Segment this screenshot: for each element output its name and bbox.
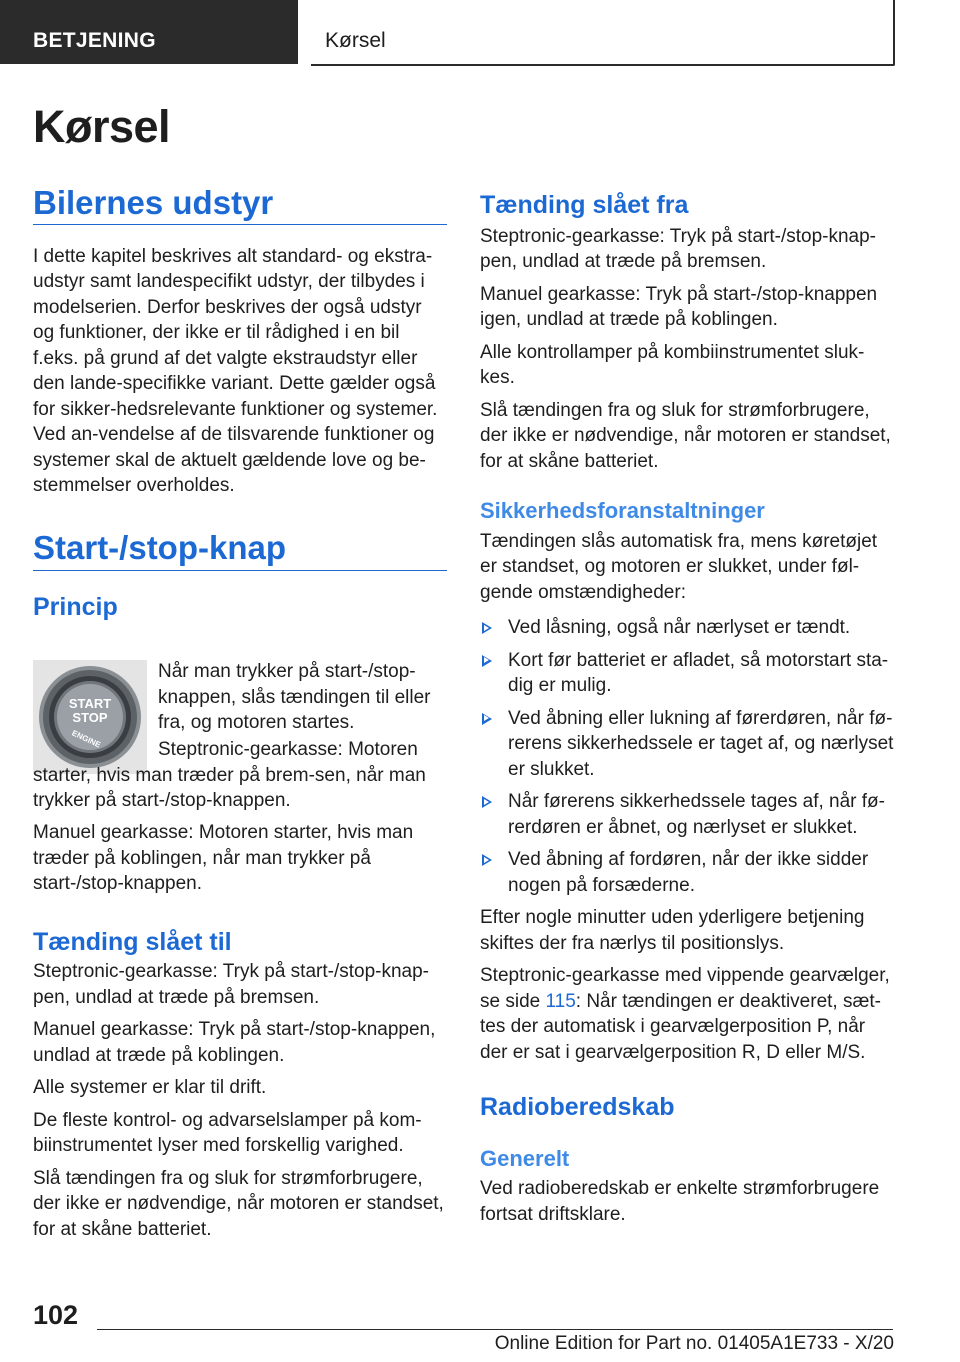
heading-sikkerhedsforanstaltninger: Sikkerhedsforanstaltninger [480, 498, 765, 523]
heading-bilernes-udstyr: Bilernes udstyr [33, 190, 447, 225]
paragraph-til-1: Steptronic-gearkasse: Tryk på start-/stop-knap-pen, undlad at træde på bremsen. [33, 961, 429, 1008]
paragraph-after-2-start: Steptronic-gearkasse med vippende gearvælger, se side [480, 965, 890, 1012]
footer-rule [97, 1329, 893, 1330]
paragraph-fra-2: Manuel gearkasse: Tryk på start-/stop-knappen igen, undlad at træde på koblingen. [480, 283, 878, 330]
list-item [480, 847, 896, 898]
paragraph-fra-3: Alle kontrollamper på kombiinstrumentet sluk-kes. [480, 341, 865, 388]
triangle-bullet-icon [482, 854, 492, 866]
paragraph-after-2-end: : Når tændingen er deaktiveret, sæt-tes der automatisk i gearvælgerposition P, når der er sat i gearvælgerposition R, D eller M/S. [480, 990, 881, 1063]
triangle-bullet-icon [482, 622, 492, 634]
heading-radioberedskab: Radioberedskab [480, 1093, 675, 1121]
paragraph-fra-4: Slå tændingen fra og sluk for strømforbrugere, der ikke er nødvendige, når motoren er standset, for at skåne batteriet. [480, 399, 891, 472]
list-item-text: Ved åbning af fordøren, når der ikke sidder nogen på forsæderne. [508, 849, 869, 896]
list-item-text: Når førerens sikkerhedssele tages af, når fø-rerdøren er åbnet, og nærlyset er slukket. [508, 791, 885, 838]
triangle-bullet-icon [482, 713, 492, 725]
bullet-list [480, 615, 896, 898]
button-text-start: START [68, 696, 112, 711]
triangle-bullet-icon [482, 796, 492, 808]
paragraph-til-5: Slå tændingen fra og sluk for strømforbrugere, der ikke er nødvendige, når motoren er standset, for at skåne batteriet. [33, 1167, 444, 1240]
heading-taending-fra: Tænding slået fra [480, 191, 689, 219]
paragraph-sikker-intro: Tændingen slås automatisk fra, mens køretøjet er standset, og motoren er slukket, under føl-gende omstændigheder: [480, 530, 878, 603]
heading-generelt: Generelt [480, 1145, 570, 1171]
heading-taending-til: Tænding slået til [33, 927, 232, 956]
header-section-label: BETJENING [33, 29, 156, 52]
list-item-text: Ved låsning, også når nærlyset er tændt. [508, 617, 851, 638]
list-item-text: Ved åbning eller lukning af førerdøren, når fø-rerens sikkerhedssele er taget af, og nærlyset er slukket. [508, 707, 894, 780]
heading-princip: Princip [33, 593, 118, 621]
footer-edition: Online Edition for Part no. 01405A1E733 - X/20 [494, 1333, 894, 1354]
paragraph-after-2 [480, 963, 896, 1065]
header-title-tab [311, 0, 895, 66]
paragraph-til-2: Manuel gearkasse: Tryk på start-/stop-knappen, undlad at træde på koblingen. [33, 1019, 436, 1066]
button-text-engine: ENGINE [70, 728, 103, 750]
header-title-label: Kørsel [325, 29, 386, 52]
page-link-115[interactable]: 115 [545, 990, 576, 1012]
paragraph-udstyr: I dette kapitel beskrives alt standard- og ekstra-udstyr samt landespecifikt udstyr, der tilbydes i modelserien. Derfor beskrives der også udstyr og funktioner, der ikke er til rådighed i en bil f.eks. på grund af det valgte ekstraudstyr eller den lande-specifikke variant. Dette gælder også for sikker-hedsrelevante funktioner og systemer. Ved an-vendelse af de tilsvarende funktioner og systemer skal de aktuelt gældende love og be-stemmelser overholdes. [33, 245, 438, 496]
paragraph-princip-1: Når man trykker på start-/stop-knappen, slås tændingen til eller fra, og motoren startes. [158, 661, 431, 733]
paragraph-fra-1: Steptronic-gearkasse: Tryk på start-/stop-knap-pen, undlad at træde på bremsen. [480, 225, 876, 272]
list-item-text: Kort før batteriet er afladet, så motorstart sta-dig er mulig. [508, 649, 889, 696]
paragraph-til-3: Alle systemer er klar til drift. [33, 1077, 267, 1098]
page-title: Kørsel [33, 101, 171, 152]
button-text-stop: STOP [72, 710, 108, 725]
triangle-bullet-icon [482, 655, 492, 667]
left-column-lower [33, 820, 447, 1249]
princip-side-text [158, 659, 450, 743]
header-section-tab [0, 0, 298, 64]
list-item [480, 706, 896, 783]
paragraph-til-4: De fleste kontrol- og advarselslamper på kom-biinstrumentet lyser med forskellig varighed. [33, 1109, 422, 1156]
page-number: 102 [33, 1300, 79, 1330]
paragraph-generelt: Ved radioberedskab er enkelte strømforbrugere fortsat driftsklare. [480, 1178, 880, 1225]
paragraph-princip-2: Steptronic-gearkasse: Motoren starter, hvis man træder på brem-sen, når man trykker på start-/stop-knappen. [33, 739, 426, 811]
princip-wrap-text [33, 737, 451, 821]
heading-start-stop-knap: Start-/stop-knap [33, 535, 447, 572]
list-item [480, 648, 896, 699]
right-column [480, 193, 896, 1234]
list-item [480, 789, 896, 840]
left-column [33, 184, 447, 621]
paragraph-after-1: Efter nogle minutter uden yderligere betjening skiftes der fra nærlys til positionslys. [480, 907, 865, 954]
paragraph-princip-3: Manuel gearkasse: Motoren starter, hvis man træder på koblingen, når man trykker på start-/stop-knappen. [33, 822, 414, 894]
list-item [480, 615, 896, 641]
